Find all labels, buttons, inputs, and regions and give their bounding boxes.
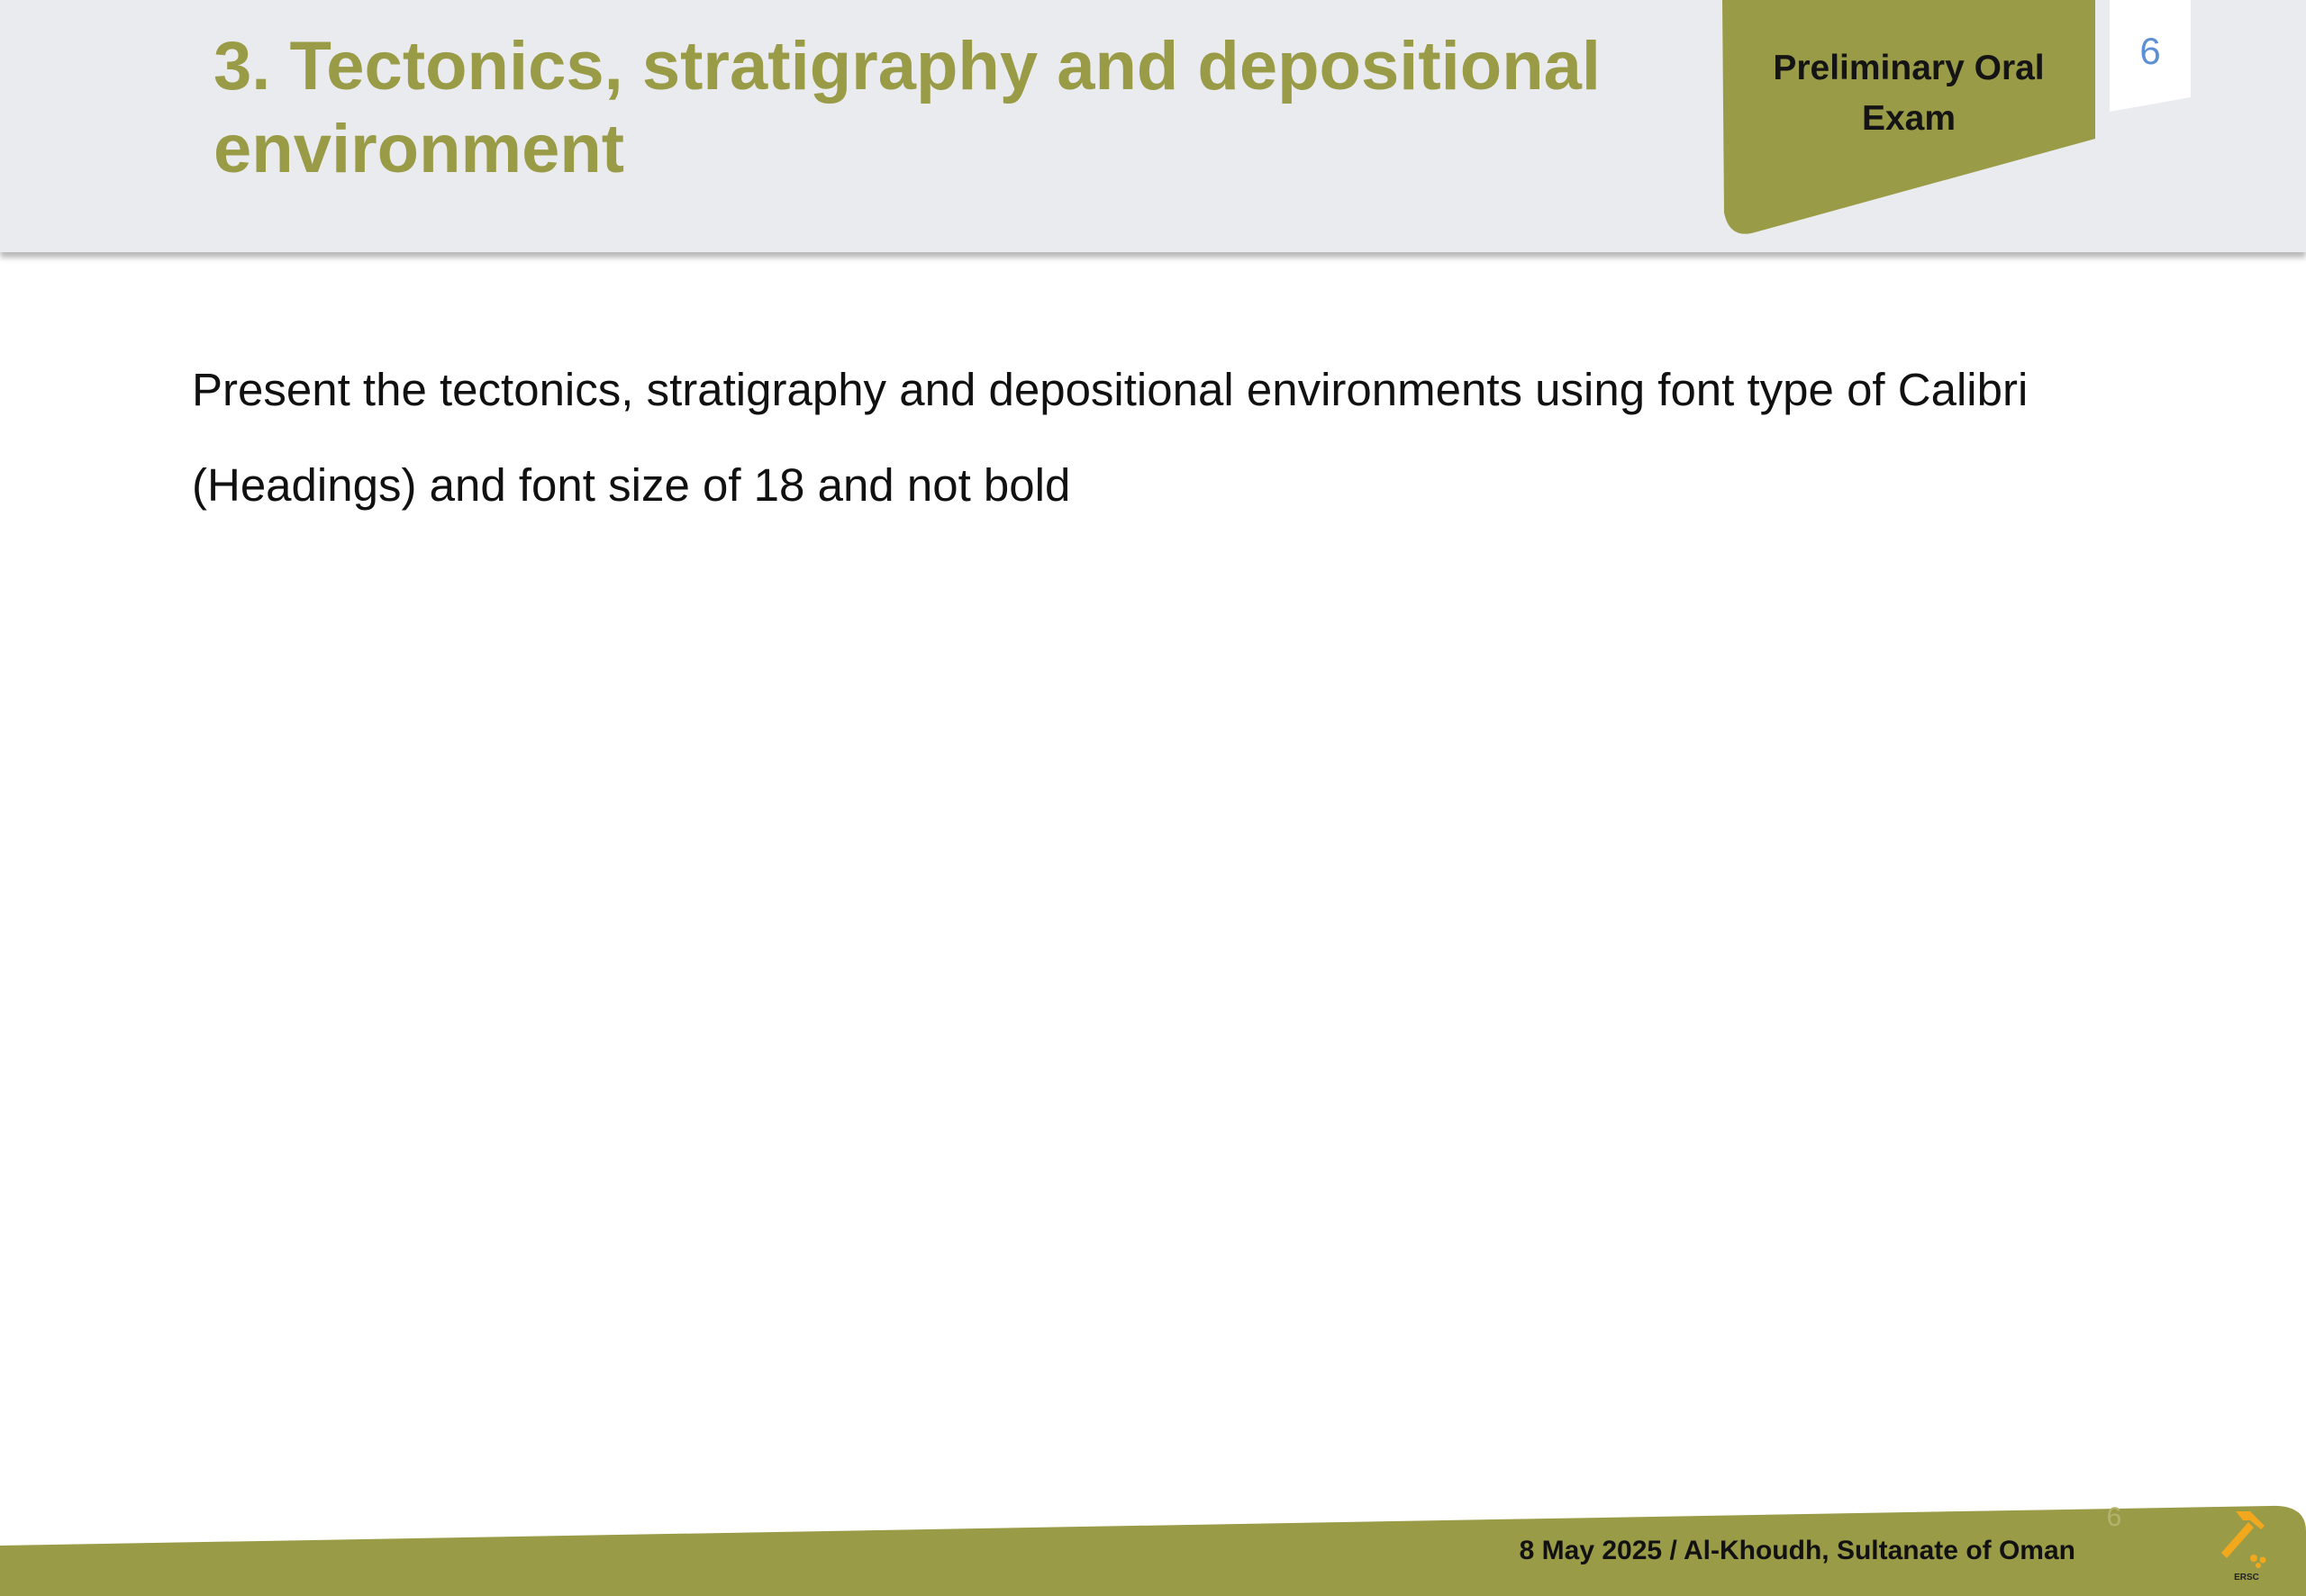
exam-tag-label: Preliminary Oral Exam [1773,49,2045,138]
slide-title: 3. Tectonics, stratigraphy and depositional environment [213,28,1602,187]
body-text: Present the tectonics, stratigraphy and depositional environments using font type of Calibri (Headings) and font size of 18 and not bold [192,364,2029,511]
hammer-logo-icon [2211,1506,2283,1585]
footer-page-number: 6 [2106,1502,2122,1532]
footer-date-location: 8 May 2025 / Al-Khoudh, Sultanate of Oman [1519,1536,2075,1565]
logo-caption: ERSC [2234,1573,2259,1582]
page-number: 6 [2139,30,2161,72]
